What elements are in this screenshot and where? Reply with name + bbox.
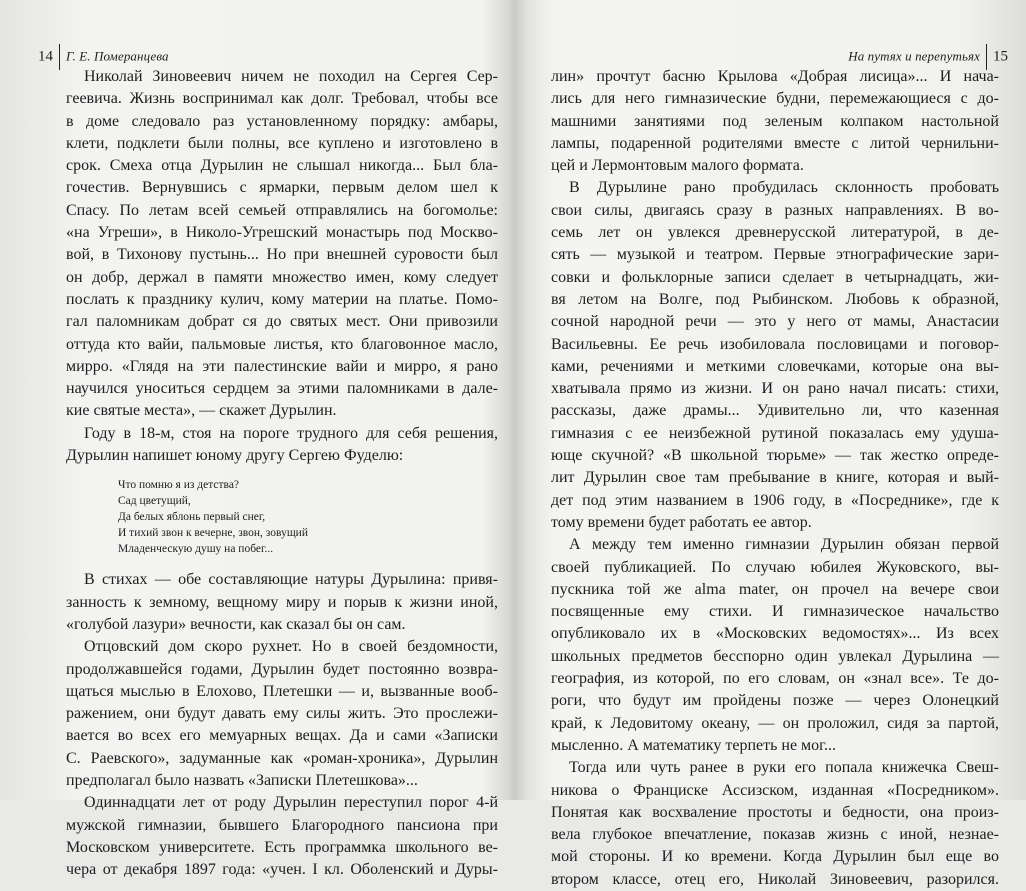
text-line: никова о Франциске Ассизском, изданная «Посредником». [551,781,999,799]
poem-line: Младенческую душу на побег... [118,543,274,556]
text-line: щаться мыслью в Елохово, Плетешки — и, вызванные вооб- [66,682,498,700]
right-running-head-title: На путях и перепутьях [848,48,980,64]
text-line: свои силы, двигаясь сразу в разных направлениях. В во- [551,201,999,219]
text-line: срок. Смеха отца Дурылин не слышал никогда... Был бла- [66,157,498,175]
text-line: юще скучной? «В школьной тюрьме» — так жестко опреде- [551,447,999,465]
text-line: в доме следовало раз установленному порядку: амбары, [66,112,498,130]
right-page-number: 15 [993,48,1008,65]
paragraph [66,66,498,423]
text-line: мужской гимназии, бывшего Благородного пансиона при [66,816,498,834]
paragraph [551,534,999,757]
text-line: своей публикацией. По случаю юбилея Жуковского, вы- [551,558,999,576]
text-line: хватывала прямо из жизни. И он рано начал писать: стихи, [551,380,999,398]
text-line: С. Раевского», задуманные как «роман-хроника», Дурылин [66,749,498,767]
text-line: Одиннадцати лет от роду Дурылин переступил порог 4-й [84,794,498,812]
text-line: вела глубокое впечатление, показав жизнь с иной, незнае- [551,826,999,844]
left-page-number: 14 [38,48,53,65]
text-line: цей и Лермонтовым малого формата. [551,157,804,175]
right-page [513,0,1026,888]
text-line: Московском университете. Есть программка школьного ве- [66,838,498,856]
text-line: Понятая как восхваление простоты и бедности, она произ- [551,803,999,821]
text-line: лин» прочтут басню Крылова «Добрая лисица»... И нача- [551,68,999,85]
text-line: лампы, подаренной родителями вместе с литой чернильни- [551,134,999,152]
text-line: лись для него гимназические будни, перемежающиеся с до- [551,90,999,108]
text-line: гал паломникам добрат ся до святых мест. Они привозили [66,313,498,331]
text-line: Спасу. По летам всей семьей отправлялись на богомолье: [66,201,498,219]
text-line: он добр, держал в памяти множество имен, кому следует [66,268,498,286]
text-line: дет под этим названием в 1906 году, в «Посреднике», где к [551,491,999,509]
text-line: Отцовский дом скоро рухнет. Но в своей бездомности, [84,638,498,656]
poem-line: Что помню я из детства? [118,479,240,492]
text-line: вается во всех его мемуарных вещах. Да и сами «Записки [66,727,498,745]
text-line: В Дурылине рано пробудилась склонность пробовать [569,179,999,197]
text-line: геевича. Жизнь воспринимал как долг. Требовал, чтобы все [66,90,498,108]
text-line: сочной народной речи — это у него от мамы, Анастасии [551,313,999,331]
paragraph [66,423,498,468]
text-line: вя летом на Волге, под Рыбинском. Любовь к образной, [551,290,999,308]
text-line: пускника той же alma mater, он прочел на вечере свои [551,580,999,598]
text-line: кие святые места», — скажет Дурылин. [66,402,337,420]
poem-line: Сад цветущий, [118,495,191,508]
text-line: клети, подклети были полны, все куплено и изготовлено в [66,134,498,152]
text-line: рассказы, даже драмы... Удивительно ли, что казенная [551,402,999,420]
text-line: лит Дурылин свое там пребывание в книге, которая и вый- [551,469,999,487]
right-page-body [551,66,999,891]
paragraph [551,757,999,891]
text-line: Николай Зиновеевич ничем не походил на Сергея Сер- [84,68,498,85]
text-line: опубликовало их в «Московских ведомостях»... Из всех [551,625,999,643]
text-line: гимназия с ее неизбежной рутиной показалась ему удуша- [551,424,999,442]
text-line: втором классе, отец его, Николай Зиновеевич, разорился. [551,870,999,888]
text-line: Тогда или чуть ранее в руки его попала книжечка Свеш- [569,759,999,777]
text-line: В стихах — обе составляющие натуры Дурылина: привя- [84,571,498,589]
text-line: «голубой лазури» вечности, как сказал бы он сам. [66,615,406,633]
text-line: Году в 18-м, стоя на пороге трудного для себя решения, [84,424,498,442]
text-line: совки и фольклорные записи сделает в четырнадцать, жи- [551,268,999,286]
text-line: мысленно. А математику терпеть не мог... [551,736,836,754]
text-line: посвященные ему стихи. И гимназическое начальство [551,603,999,621]
text-line: гочестив. Вернувшись с ярмарки, первым делом шел к [66,179,498,197]
poem-line: Да белых яблонь первый снег, [118,511,266,524]
text-line: послать к празднику кулич, кому материи на платье. Помо- [66,290,498,308]
left-page-body [66,66,498,882]
text-line: машними занятиями под зеленым колпаком настольной [551,112,999,130]
text-line: «на Угреши», в Николо-Угрешский монастырь под Москво- [66,224,498,242]
text-line: ками, речениями и меткими словечками, которые она вы- [551,357,999,375]
left-running-header [38,44,169,68]
text-line: предполагал было назвать «Записки Плетешкова»... [66,772,418,790]
left-running-head-author: Г. Е. Померанцева [66,48,169,64]
paragraph [551,66,999,177]
text-line: оттуда кто вайи, пальмовые листья, кто благовонное масло, [66,335,498,353]
text-line: тому времени будет работать ее автор. [551,513,812,531]
paragraph [66,636,498,792]
paragraph [551,177,999,534]
text-line: вой, в Тихонову пустынь... Но при внешней суровости был [66,246,498,264]
text-line: семь лет он увлекся древнерусской литературой, в де- [551,224,999,242]
text-line: сять — музыкой и театром. Первые этнографические зари- [551,246,999,264]
paragraph [66,792,498,881]
text-line: мой стороны. И ко времени. Когда Дурылин был еще во [551,848,999,866]
paragraph [66,569,498,636]
text-line: продолжавшейся годами, Дурылин будет постоянно возвра- [66,660,498,678]
text-line: край, к Ледовитому океану, — он проложил, сидя за партой, [551,714,999,732]
text-line: Васильевны. Ее речь изобиловала пословицами и поговор- [551,335,999,353]
text-line: Дурылин напишет юному другу Сергею Фуделю: [66,447,404,465]
text-line: чера от декабря 1897 года: «учен. I кл. Оболенский и Дуры- [66,861,498,879]
right-running-header [848,44,1008,68]
text-line: география, из которой, по его словам, он «знал все». Те до- [551,670,999,688]
text-line: А между тем именно гимназии Дурылин обязан первой [569,536,999,554]
poem-quote [118,477,498,557]
text-line: роги, что будут им пройдены позже — через Олонецкий [551,692,999,710]
text-line: мирро. «Глядя на эти палестинские вайи и мирро, я рано [66,357,498,375]
left-page [0,0,513,879]
text-line: школьных предметов бесспорно один увлекал Дурылина — [551,647,999,665]
text-line: ражением, они будут давать ему силы жить. Это прослежи- [66,705,498,723]
text-line: научился уноситься сердцем за этими паломниками в дале- [66,380,498,398]
poem-line: И тихий звон к вечерне, звон, зовущий [118,527,308,540]
header-divider [59,44,60,70]
text-line: занность к земному, вещному миру и порыв к жизни иной, [66,593,498,611]
